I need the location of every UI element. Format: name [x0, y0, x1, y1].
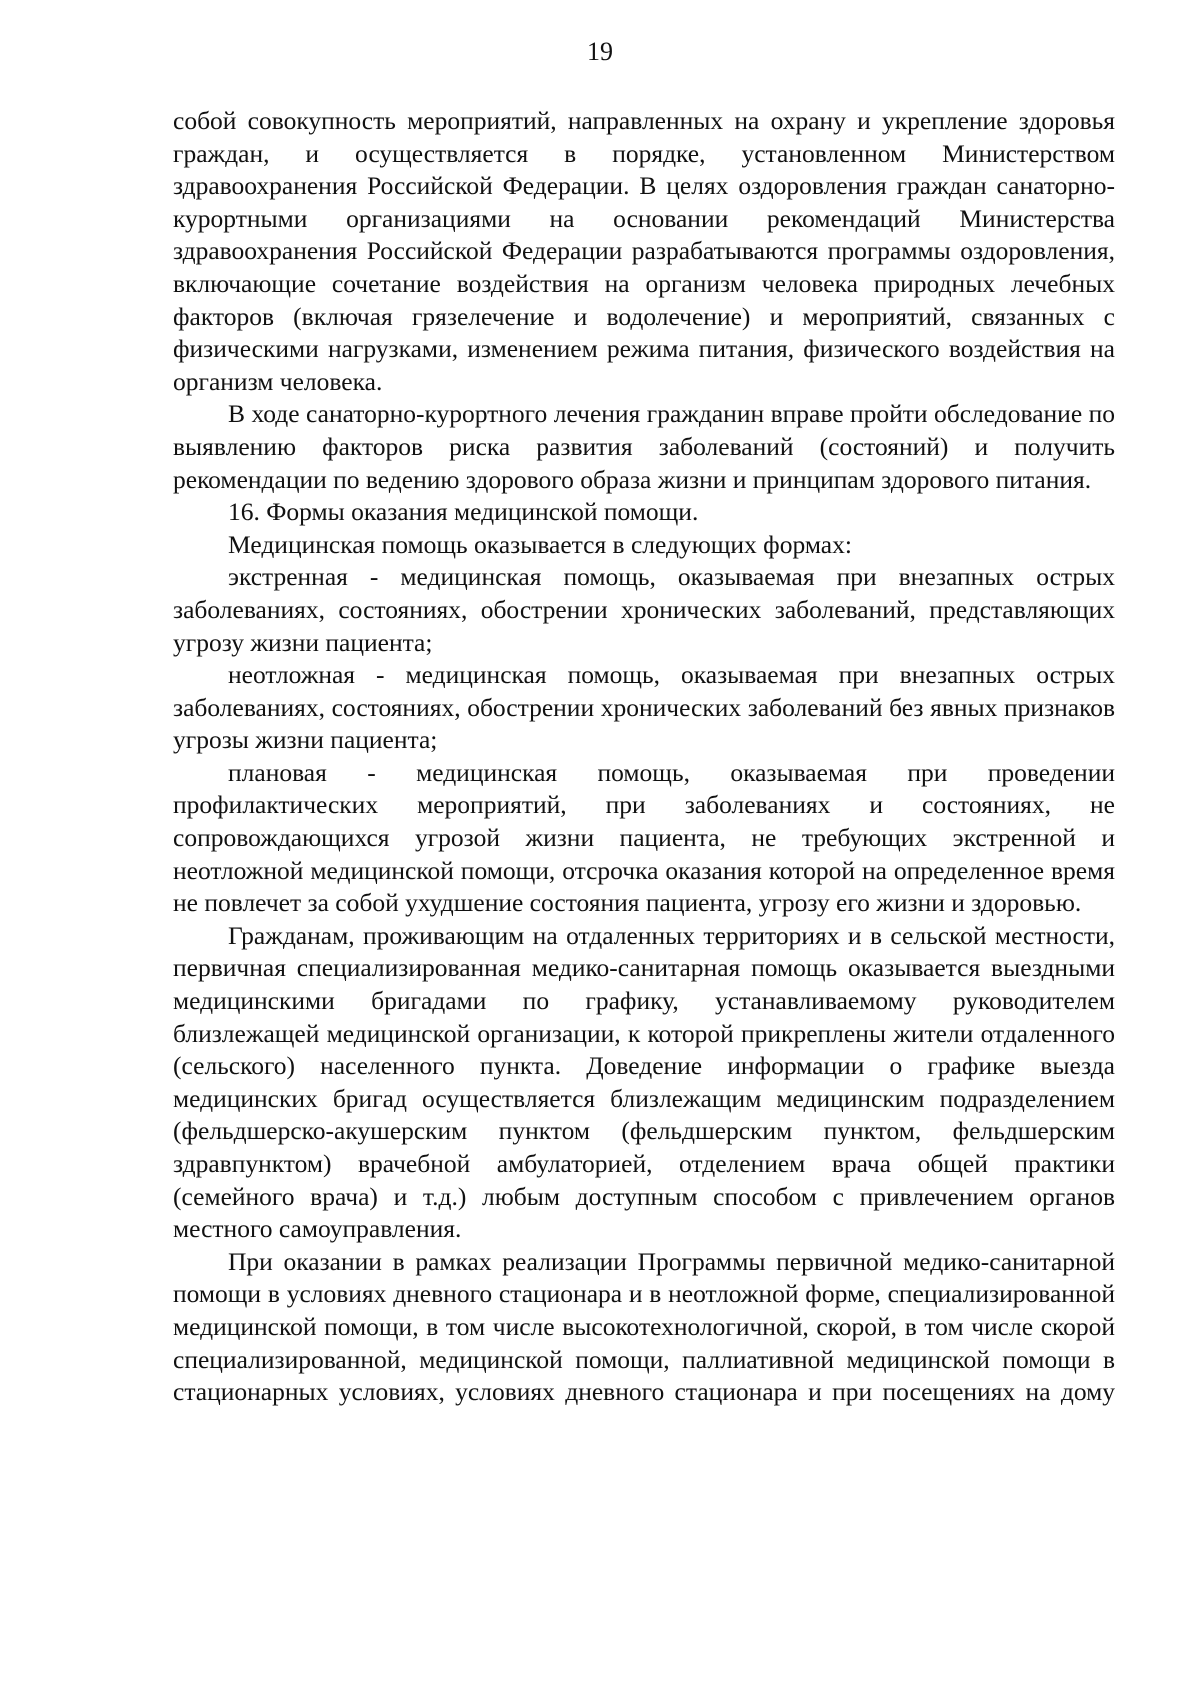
section-heading-16: 16. Формы оказания медицинской помощи. — [228, 497, 699, 527]
paragraph-forms-intro: Медицинская помощь оказывается в следующих формах: — [228, 529, 852, 559]
paragraph-rural-care: Гражданам, проживающим на отдаленных территориях и в сельской местности, первичная специализированная медико-санитарная помощь оказывается выездными медицинскими бригадами по графику, устанавливаемому руководителем близлежащей медицинской организации, к которой прикреплены жители отдаленного (сельского) населенного пункта. Доведение информации о графике выезда медицинских бригад осуществляется близлежащим медицинским подразделением (фельдшерско-акушерским пунктом (фельдшерским пунктом, фельдшерским здравпунктом) врачебной амбулаторией, отделением врача общей практики (семейного врача) и т.д.) любым доступным способом с привлечением органов местного самоуправления. — [173, 920, 1115, 1244]
page-number: 19 — [587, 37, 613, 66]
document-body — [173, 105, 1115, 1409]
paragraph-2: В ходе санаторно-курортного лечения гражданин вправе пройти обследование по выявлению факторов риска развития заболеваний (состояний) и получить рекомендации по ведению здорового образа жизни и принципам здорового питания. — [173, 399, 1115, 494]
paragraph-urgent-form: неотложная - медицинская помощь, оказываемая при внезапных острых заболеваниях, состояниях, обострении хронических заболеваний без явных признаков угрозы жизни пациента; — [173, 660, 1115, 755]
paragraph-emergency-form: экстренная - медицинская помощь, оказываемая при внезапных острых заболеваниях, состояниях, обострении хронических заболеваний, представляющих угрозу жизни пациента; — [173, 562, 1115, 657]
paragraph-planned-form: плановая - медицинская помощь, оказываемая при проведении профилактических мероприятий, при заболеваниях и состояниях, не сопровождающихся угрозой жизни пациента, не требующих экстренной и неотложной медицинской помощи, отсрочка оказания которой на определенное время не повлечет за собой ухудшение состояния пациента, угрозу его жизни и здоровью. — [173, 757, 1115, 918]
paragraph-program-care: При оказании в рамках реализации Программы первичной медико-санитарной помощи в условиях дневного стационара и в неотложной форме, специализированной медицинской помощи, в том числе высокотехнологичной, скорой, в том числе скорой специализированной, медицинской помощи, паллиативной медицинской помощи в стационарных условиях, условиях дневного стационара и при посещениях на дому — [173, 1246, 1115, 1407]
paragraph-1: собой совокупность мероприятий, направленных на охрану и укрепление здоровья граждан, и осуществляется в порядке, установленном Министерством здравоохранения Российской Федерации. В целях оздоровления граждан санаторно-курортными организациями на основании рекомендаций Министерства здравоохранения Российской Федерации разрабатываются программы оздоровления, включающие сочетание воздействия на организм человека природных лечебных факторов (включая грязелечение и водолечение) и мероприятий, связанных с физическими нагрузками, изменением режима питания, физического воздействия на организм человека. — [173, 106, 1115, 396]
